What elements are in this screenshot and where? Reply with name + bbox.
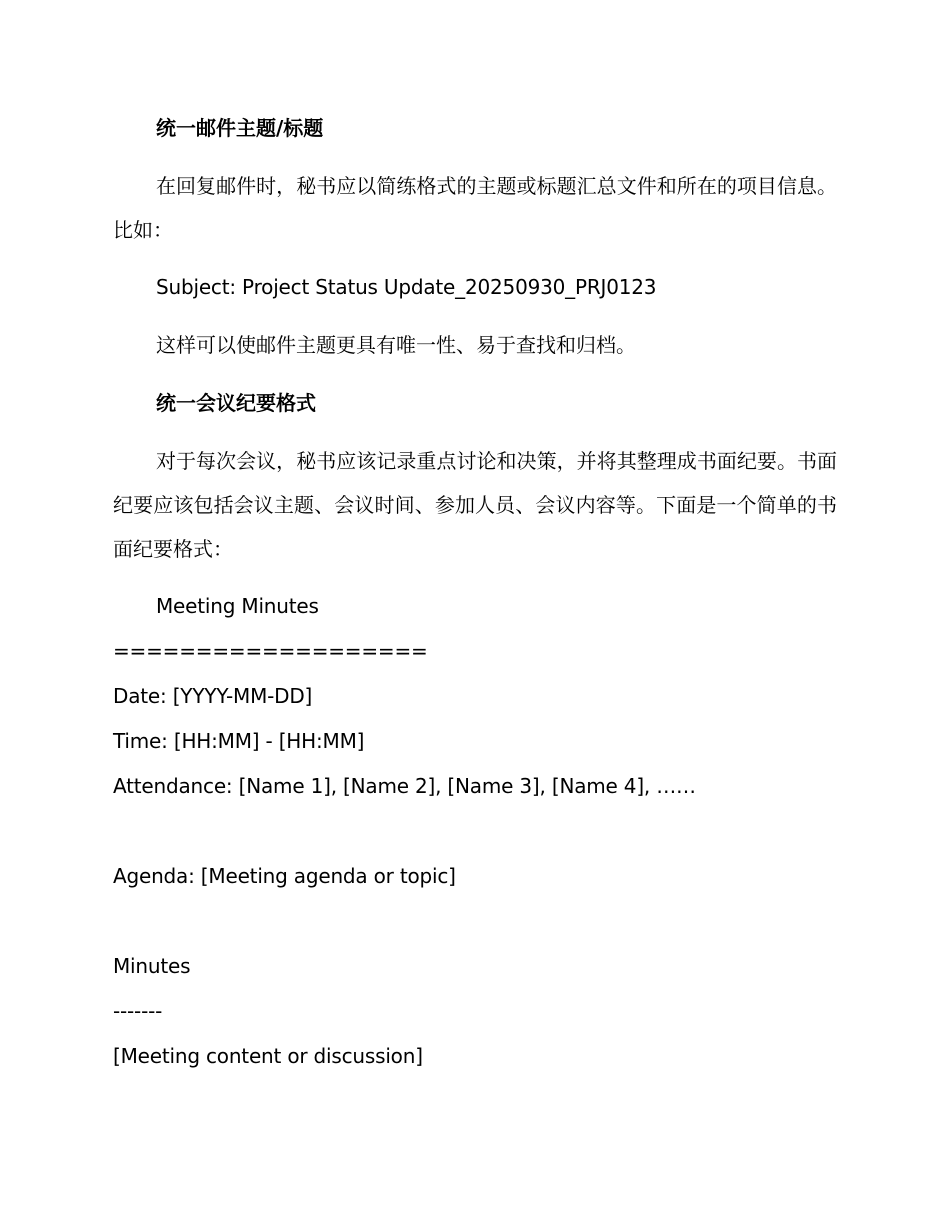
- template-agenda: Agenda: [Meeting agenda or topic]: [113, 864, 456, 888]
- section-heading-email-subject: 统一邮件主题/标题: [156, 116, 324, 140]
- template-minutes-rule: -------: [113, 999, 163, 1023]
- example-subject-line: Subject: Project Status Update_20250930_PRJ0123: [156, 275, 657, 299]
- section-heading-meeting-minutes: 统一会议纪要格式: [156, 391, 316, 415]
- paragraph-meeting-minutes: 对于每次会议，秘书应该记录重点讨论和决策，并将其整理成书面纪要。书面纪要应该包括会议主题、会议时间、参加人员、会议内容等。下面是一个简单的书面纪要格式：: [113, 449, 837, 561]
- template-title-rule: ===================: [113, 639, 428, 663]
- template-date: Date: [YYYY-MM-DD]: [113, 684, 313, 708]
- paragraph-email-subject: 在回复邮件时，秘书应以简练格式的主题或标题汇总文件和所在的项目信息。比如：: [113, 174, 837, 242]
- template-attendance: Attendance: [Name 1], [Name 2], [Name 3], [Name 4], ……: [113, 774, 696, 798]
- template-title: Meeting Minutes: [156, 594, 319, 618]
- template-minutes-content: [Meeting content or discussion]: [113, 1044, 423, 1068]
- paragraph-note: 这样可以使邮件主题更具有唯一性、易于查找和归档。: [156, 333, 636, 357]
- template-minutes-heading: Minutes: [113, 954, 191, 978]
- template-time: Time: [HH:MM] - [HH:MM]: [113, 729, 365, 753]
